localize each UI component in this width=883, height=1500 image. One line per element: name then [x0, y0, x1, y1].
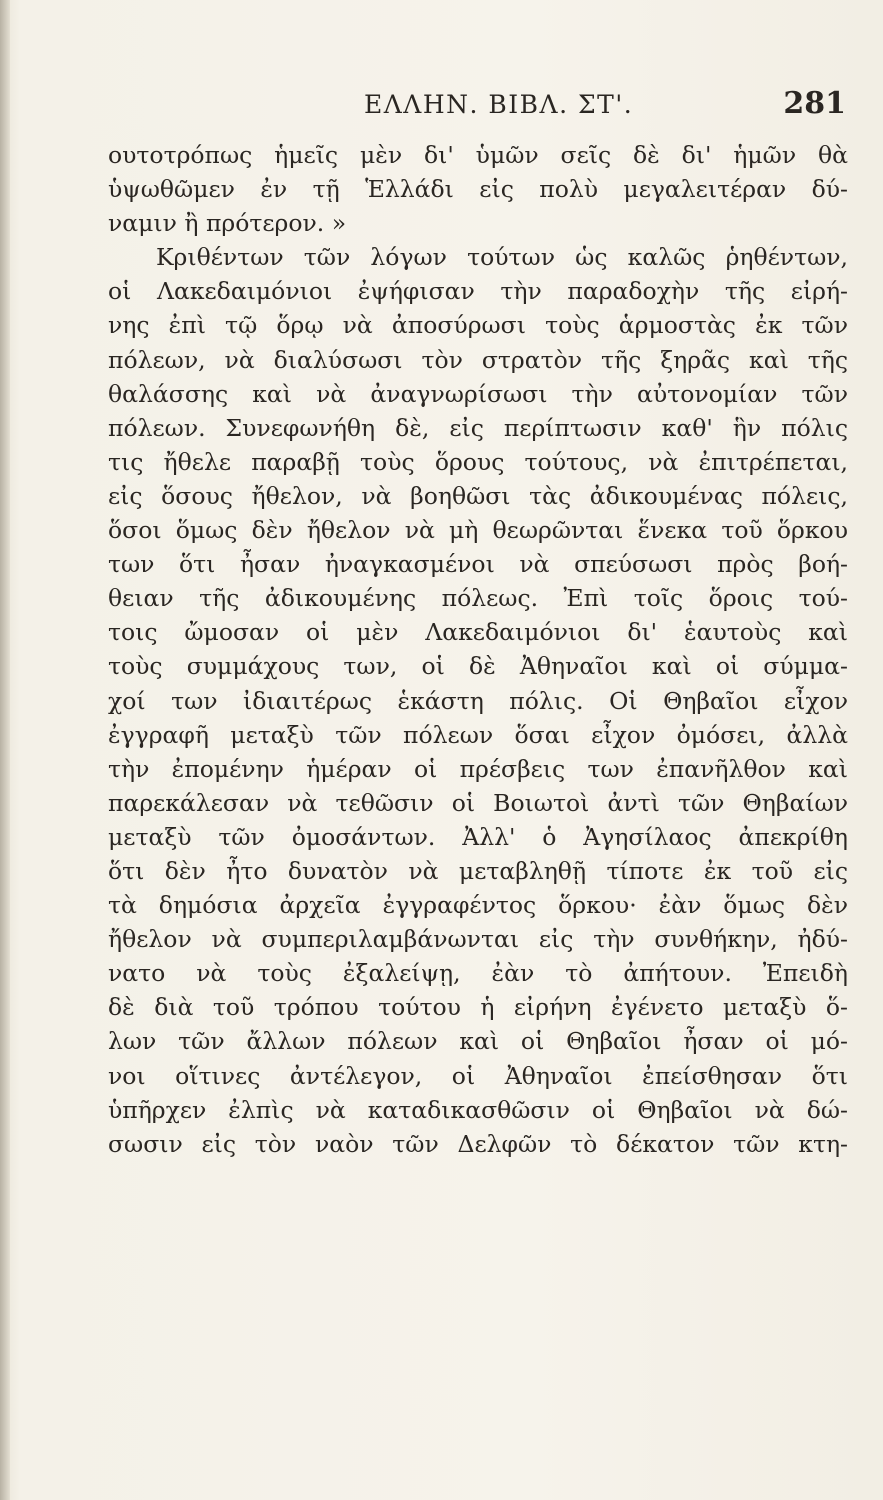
text-line: λων τῶν ἄλλων πόλεων καὶ οἱ Θηβαῖοι ἦσαν οἱ μό- — [108, 1027, 848, 1056]
text-line: τὴν ἐπομένην ἡμέραν οἱ πρέσβεις των ἐπανῆλθον καὶ — [108, 754, 848, 783]
text-line: νοι οἵτινες ἀντέλεγον, οἱ Ἀθηναῖοι ἐπείσθησαν ὅτι — [108, 1061, 848, 1090]
text-line: μεταξὺ τῶν ὀμοσάντων. Ἀλλ' ὁ Ἀγησίλαος ἀπεκρίθη — [108, 822, 848, 851]
text-line: ὅτι δὲν ἦτο δυνατὸν νὰ μεταβληθῇ τίποτε ἐκ τοῦ εἰς — [108, 856, 848, 885]
text-line: Κριθέντων τῶν λόγων τούτων ὡς καλῶς ῥηθέντων, — [156, 243, 848, 272]
text-line: θαλάσσης καὶ νὰ ἀναγνωρίσωσι τὴν αὐτονομίαν τῶν — [108, 379, 848, 408]
text-line: τις ἤθελε παραβῇ τοὺς ὅρους τούτους, νὰ ἐπιτρέπεται, — [108, 447, 848, 476]
page-header — [108, 86, 846, 126]
page-edge-shadow — [0, 0, 10, 1500]
text-line: δὲ διὰ τοῦ τρόπου τούτου ἡ εἰρήνη ἐγένετο μεταξὺ ὅ- — [108, 993, 848, 1022]
text-line: εἰς ὅσους ἤθελον, νὰ βοηθῶσι τὰς ἀδικουμένας πόλεις, — [108, 481, 848, 510]
text-line: πόλεων, νὰ διαλύσωσι τὸν στρατὸν τῆς ξηρᾶς καὶ τῆς — [108, 345, 848, 374]
text-line: νατο νὰ τοὺς ἐξαλείψῃ, ἐὰν τὸ ἀπήτουν. Ἐπειδὴ — [108, 959, 848, 988]
text-line: νης ἐπὶ τῷ ὅρῳ νὰ ἀποσύρωσι τοὺς ἁρμοστὰς ἐκ τῶν — [108, 311, 848, 340]
text-line: τοις ὤμοσαν οἱ μὲν Λακεδαιμόνιοι δι' ἑαυτοὺς καὶ — [108, 618, 848, 647]
text-line: ὅσοι ὅμως δὲν ἤθελον νὰ μὴ θεωρῶνται ἕνεκα τοῦ ὅρκου — [108, 516, 848, 545]
text-line: ὑπῆρχεν ἐλπὶς νὰ καταδικασθῶσιν οἱ Θηβαῖοι νὰ δώ- — [108, 1095, 848, 1124]
text-line: τοὺς συμμάχους των, οἱ δὲ Ἀθηναῖοι καὶ οἱ σύμμα- — [108, 652, 848, 681]
text-line: παρεκάλεσαν νὰ τεθῶσιν οἱ Βοιωτοὶ ἀντὶ τῶν Θηβαίων — [108, 788, 848, 817]
text-line: πόλεων. Συνεφωνήθη δὲ, εἰς περίπτωσιν καθ' ἣν πόλις — [108, 413, 848, 442]
text-line: οἱ Λακεδαιμόνιοι ἐψήφισαν τὴν παραδοχὴν τῆς εἰρή- — [108, 277, 848, 306]
text-line: σωσιν εἰς τὸν ναὸν τῶν Δελφῶν τὸ δέκατον τῶν κτη- — [108, 1129, 848, 1158]
text-line: ὑψωθῶμεν ἐν τῇ Ἑλλάδι εἰς πολὺ μεγαλειτέραν δύ- — [108, 175, 848, 204]
text-line: ναμιν ἢ πρότερον. » — [108, 209, 347, 238]
text-line: των ὅτι ἦσαν ἠναγκασμένοι νὰ σπεύσωσι πρὸς βοή- — [108, 550, 848, 579]
text-line: ἐγγραφῆ μεταξὺ τῶν πόλεων ὅσαι εἶχον ὀμόσει, ἀλλὰ — [108, 720, 848, 749]
body-text — [108, 138, 848, 1161]
text-line: χοί των ἰδιαιτέρως ἑκάστη πόλις. Οἱ Θηβαῖοι εἶχον — [108, 686, 848, 715]
text-line: θειαν τῆς ἀδικουμένης πόλεως. Ἐπὶ τοῖς ὅροις τού- — [108, 584, 848, 613]
page-number: 281 — [783, 86, 846, 121]
text-line: ἤθελον νὰ συμπεριλαμβάνωνται εἰς τὴν συνθήκην, ἠδύ- — [108, 925, 848, 954]
running-head: ΕΛΛΗΝ. ΒΙΒΛ. ΣΤ'. — [364, 90, 634, 119]
text-line: ουτοτρόπως ἡμεῖς μὲν δι' ὑμῶν σεῖς δὲ δι' ἡμῶν θὰ — [108, 141, 848, 169]
text-line: τὰ δημόσια ἀρχεῖα ἐγγραφέντος ὅρκου· ἐὰν ὅμως δὲν — [108, 891, 848, 920]
